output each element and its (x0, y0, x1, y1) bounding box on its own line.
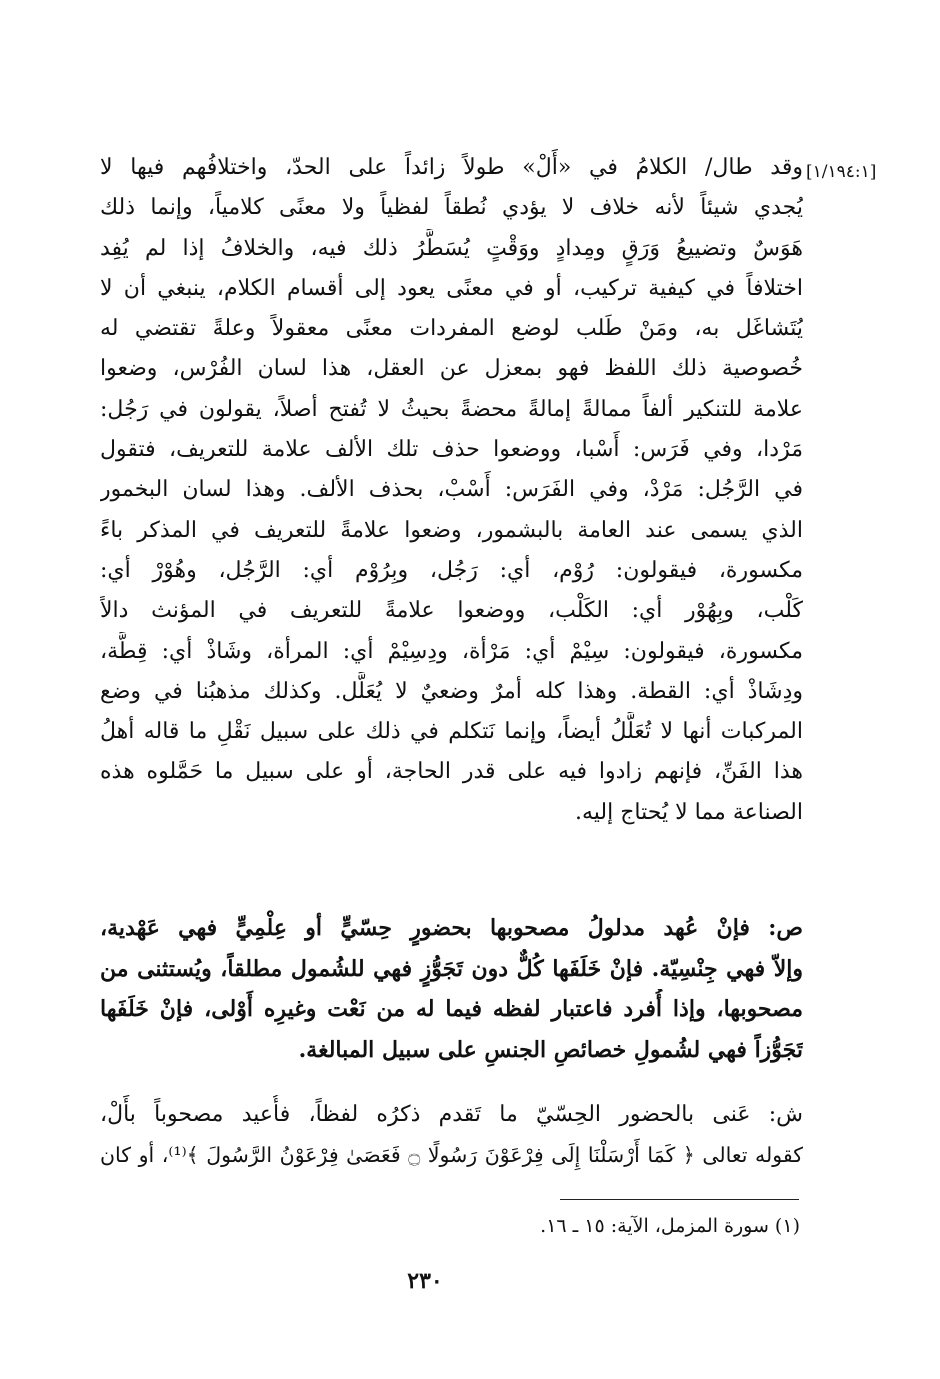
text-line: تَجَوُّزاً فهي لشُمولِ خصائصِ الجنسِ على سبيل المبالغة. (298, 1036, 803, 1063)
text-line: اختلافاً في كيفية تركيب، أو في معنًى يعود إلى أقسام الكلام، ينبغي أن لا (100, 275, 803, 301)
text-line: كقوله تعالى ﴿ كَمَا أَرْسَلْنَا إِلَى فِرْعَوْنَ رَسُولًا ۝ فَعَصَىٰ فِرْعَوْنُ الرَّسُولَ ﴾⁽¹⁾، أو كان (100, 1143, 803, 1167)
text-line: ودِشَاذْ أي: القطة. وهذا كله أمرٌ وضعيٌ لا يُعَلَّل. وكذلك مذهبُنا في وضع (100, 678, 803, 704)
text-line: في الرَّجُل: مَرْدْ، وفي الفَرَس: أَسْبْ، بحذف الألف. وهذا لسان البخمور (100, 477, 803, 503)
text-line: وقد طال/ الكلامُ في «أَلْ» طولاً زائداً على الحدّ، واختلافُهم فيها لا (100, 155, 803, 180)
text-line: وإلاّ فهي جِنْسِيّة. فإنْ خَلَفَها كُلٌّ دون تَجَوُّزٍ فهي للشُمول مطلقاً، ويُستثنى من (100, 955, 803, 982)
text-line: كَلْب، وبِهُوْر أي: الكَلْب، ووضعوا علامةً للتعريف في المؤنث دالاً (100, 598, 803, 624)
text-line: مكسورة، فيقولون: رُوْم، أي: رَجُل، وبِرُوْم أي: الرَّجُل، وهُوْرْ أي: (100, 557, 803, 583)
text-line: ش: عَنى بالحضور الحِسّيّ ما تَقدم ذكرُه لفظاً، فأُعيد مصحوباً بأَلْ، (100, 1102, 803, 1127)
sharh-paragraph (100, 1095, 803, 1175)
page-number: ٢٣٠ (407, 1268, 443, 1294)
text-line: هَوَسٌ وتضييعُ وَرَقٍ ومِدادٍ ووَقْتٍ يُسَطَّرُ ذلك فيه، والخلافُ إذا لم يُفِد (100, 235, 803, 261)
margin-reference: [١/١٩٤:١] (806, 162, 877, 182)
text-line: علامة للتنكير ألفاً ممالةً إمالةً محضةً بحيثُ لا تُفتح أصلاً، يقولون في رَجُل: (100, 396, 803, 422)
text-line: ص: فإنْ عُهد مدلولُ مصحوبها بحضورٍ حِسّيٍّ أو عِلْمِيٍّ فهي عَهْدية، (100, 915, 803, 941)
text-line: خُصوصية ذلك اللفظ فهو بمعزل عن العقل، هذا لسان الفُرْس، وضعوا (100, 356, 803, 382)
text-line: يُجدي شيئاً لأنه خلاف لا يؤدي نُطقاً لفظياً ولا معنًى كلامياً، وإنما ذلك (100, 195, 803, 221)
text-line: مكسورة، فيقولون: سِيْمْ أي: مَرْأة، ودِسِيْمْ أي: المرأة، وشَاذْ أي: قِطَّة، (100, 638, 803, 664)
sad-paragraph (100, 908, 803, 1070)
footnote-divider (560, 1199, 799, 1200)
text-line: مَرْدا، وفي فَرَس: أَسْبا، ووضعوا حذف تلك الألف علامة للتعريف، فتقول (100, 437, 803, 463)
footnote: (١) سورة المزمل، الآية: ١٥ ـ ١٦. (540, 1215, 800, 1237)
text-line: يُتَشاغَل به، ومَنْ طَلب لوضع المفردات معنًى معقولاً وعلةً تقتضي له (100, 316, 803, 342)
text-line: المركبات أنها لا تُعَلَّلُ أيضاً، وإنما نَتكلم في ذلك على سبيل نَقْلِ ما قاله أهلُ (100, 719, 803, 745)
text-line: الصناعة مما لا يُحتاج إليه. (575, 799, 803, 825)
text-line: مصحوبها، وإذا أُفرد فاعتبار لفظه فيما له من نَعْت وغيرِه أَوْلى، فإنْ خَلَفَها (100, 996, 803, 1022)
text-line: هذا الفَنِّ، فإنهم زادوا فيه على قدر الحاجة، أو على سبيل ما حَمَّلوه هذه (100, 759, 803, 785)
text-line: الذي يسمى عند العامة بالبشمور، وضعوا علامةً للتعريف في المذكر باءً (100, 517, 803, 543)
main-paragraph (100, 148, 803, 833)
